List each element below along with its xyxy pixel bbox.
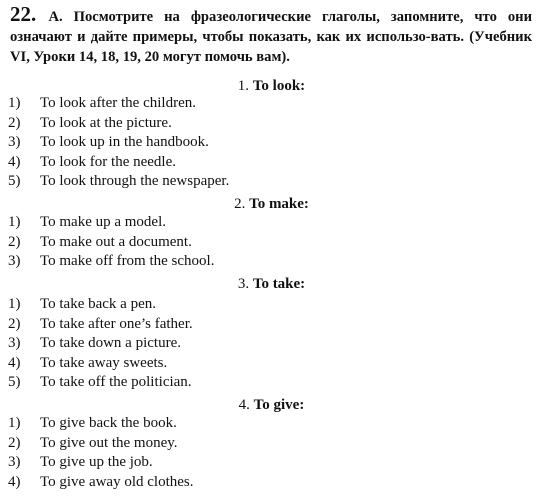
list-to-give [8, 414, 538, 492]
list-to-look [8, 94, 538, 192]
item-text: To take off the politician. [40, 374, 192, 391]
section-number: 2. [234, 196, 246, 212]
section-title-to-give [0, 396, 543, 415]
list-item [8, 213, 538, 233]
item-text: To make out a document. [40, 233, 192, 250]
item-text: To give out the money. [40, 434, 178, 451]
item-number: 2) [8, 315, 21, 332]
item-number: 4) [8, 153, 21, 170]
item-number: 5) [8, 374, 21, 391]
item-text: To look after the children. [40, 95, 196, 111]
item-number: 2) [8, 233, 21, 250]
item-text: To take back a pen. [40, 296, 156, 312]
task-number: 22. [10, 2, 37, 26]
item-text: To give away old clothes. [40, 473, 194, 490]
list-item [8, 354, 538, 374]
list-item [8, 373, 538, 393]
item-number: 4) [8, 354, 21, 371]
item-text: To look through the newspaper. [40, 173, 230, 190]
list-item [8, 334, 538, 354]
list-item [8, 94, 538, 114]
list-item [8, 434, 538, 454]
section-title-to-make [0, 195, 543, 214]
list-item [8, 473, 538, 493]
item-number: 1) [8, 214, 21, 230]
list-item [8, 133, 538, 153]
item-number: 1) [8, 296, 21, 312]
list-to-take [8, 295, 538, 393]
section-heading: To take: [252, 276, 306, 292]
list-item [8, 315, 538, 335]
list-to-make [8, 213, 538, 272]
list-item [8, 453, 538, 473]
item-number: 2) [8, 434, 21, 451]
item-text: To look for the needle. [40, 153, 176, 170]
item-text: To take after one’s father. [40, 315, 193, 332]
item-number: 4) [8, 473, 21, 490]
task-instruction-text: A. Посмотрите на фразеологические глаголы, запомните, что они означают и дайте примеры, чтобы показать, как их использо-вать. (Учебник VI, Уроки 14, 18, 19, 20 могут помочь вам). [10, 9, 532, 65]
section-title-to-take [0, 275, 543, 294]
section-number: 4. [238, 397, 250, 413]
section-number: 3. [237, 276, 250, 292]
item-number: 1) [8, 95, 21, 111]
section-heading: To make: [249, 196, 309, 212]
list-item [8, 233, 538, 253]
item-text: To look at the picture. [40, 114, 172, 131]
list-item [8, 295, 538, 315]
section-heading: To look: [252, 78, 306, 94]
section-heading: To give: [253, 397, 305, 413]
list-item [8, 172, 538, 192]
item-text: To give back the book. [40, 415, 177, 431]
item-number: 3) [8, 454, 21, 471]
list-item [8, 252, 538, 272]
item-number: 1) [8, 415, 21, 431]
item-text: To make up a model. [40, 214, 166, 230]
item-number: 3) [8, 335, 21, 352]
item-text: To look up in the handbook. [40, 134, 209, 151]
item-number: 3) [8, 134, 21, 151]
item-number: 2) [8, 114, 21, 131]
item-text: To give up the job. [40, 454, 153, 471]
task-instructions [10, 4, 532, 67]
item-number: 5) [8, 173, 21, 190]
list-item [8, 414, 538, 434]
item-text: To take away sweets. [40, 354, 168, 371]
section-number: 1. [237, 78, 250, 94]
item-text: To take down a picture. [40, 335, 181, 352]
item-text: To make off from the school. [40, 253, 215, 270]
list-item [8, 114, 538, 134]
list-item [8, 153, 538, 173]
item-number: 3) [8, 253, 21, 270]
